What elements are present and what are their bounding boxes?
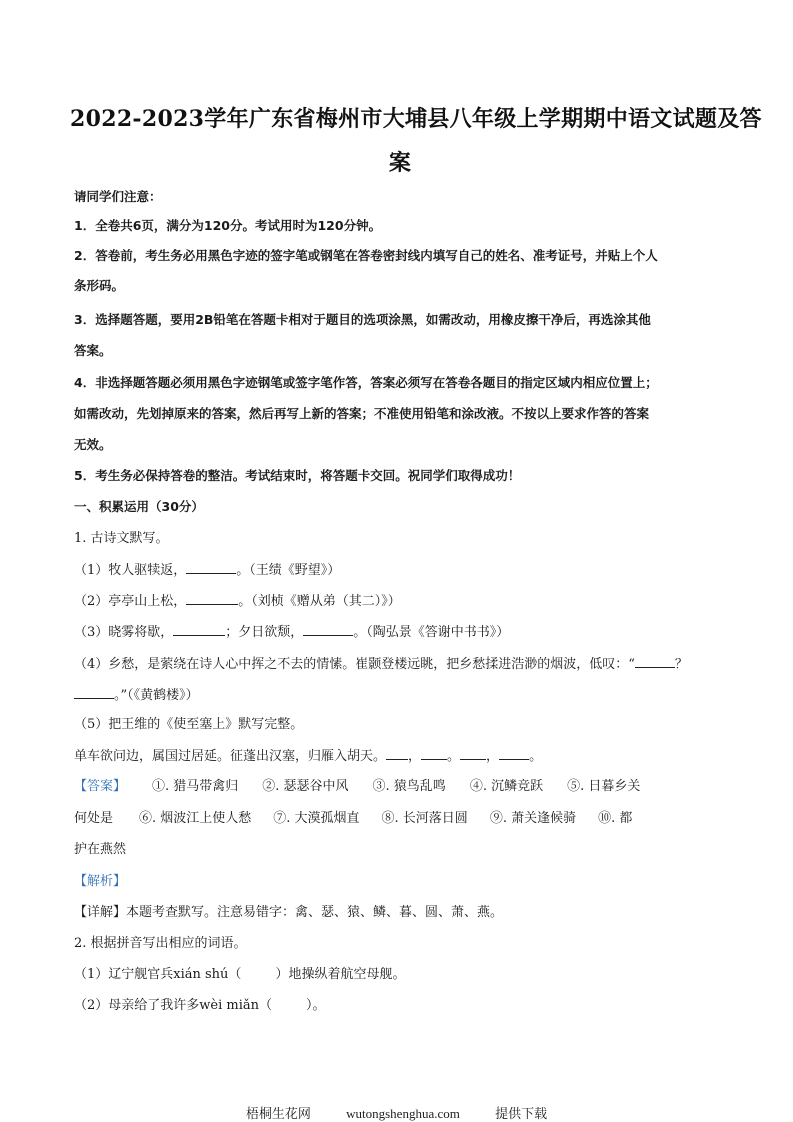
question-1-part-4-cont xyxy=(74,686,734,705)
answer-blank xyxy=(460,747,486,760)
answer-item: ⑥. 烟波江上使人愁 xyxy=(139,811,252,826)
notice-item-5: 5．考生务必保持答卷的整洁。考试结束时，将答题卡交回。祝同学们取得成功！ xyxy=(74,468,521,483)
answer-1-line3: 护在燕然 xyxy=(74,842,127,857)
answer-blank xyxy=(303,623,353,636)
question-1-part-2 xyxy=(74,592,734,611)
poem-text: 单车欲问边，属国过居延。征蓬出汉塞，归雁入胡天。 xyxy=(74,749,387,764)
q1-p1-source: 。（王绩《野望》） xyxy=(236,563,341,578)
q1-p4-text: （4）乡愁，是萦绕在诗人心中挥之不去的情愫。崔颢登楼远眺，把乡愁揉进浩渺的烟波，低叹：“ xyxy=(74,657,635,672)
answer-1-line1 xyxy=(74,778,734,796)
q1-p1-text: （1）牧人驱犊返， xyxy=(74,563,187,578)
q2-p1-text: （1）辽宁舰官兵xián shú（ xyxy=(74,967,242,982)
question-1-part-1 xyxy=(74,561,734,580)
answer-blank xyxy=(386,747,408,760)
question-2-stem: 2. 根据拼音写出相应的词语。 xyxy=(74,936,247,951)
page-title-line2: 案 xyxy=(388,150,412,176)
punct: 。 xyxy=(447,749,461,764)
question-1-part-3 xyxy=(74,623,734,642)
answer-blank xyxy=(186,561,236,574)
question-1-part-5: （5）把王维的《使至塞上》默写完整。 xyxy=(74,717,304,732)
answer-blank xyxy=(499,747,529,760)
answer-blank xyxy=(173,623,225,636)
footer-site-name: 梧桐生花网 xyxy=(245,1106,311,1121)
q1-p2-text: （2）亭亭山上松， xyxy=(74,594,187,609)
answer-item: ③. 猿鸟乱鸣 xyxy=(372,779,446,794)
notice-item-3-cont: 答案。 xyxy=(74,343,112,358)
answer-blank xyxy=(74,686,114,699)
answer-item: 何处是 xyxy=(74,811,114,826)
punct: 。 xyxy=(529,749,543,764)
answer-item: ⑨. 萧关逢候骑 xyxy=(489,811,577,826)
answer-item: ⑤. 日暮乡关 xyxy=(567,779,641,794)
footer-action: 提供下载 xyxy=(495,1106,548,1121)
page-title-line1: 2022-2023学年广东省梅州市大埔县八年级上学期期中语文试题及答 xyxy=(70,106,762,132)
q1-p3-mid: ；夕日欲颓， xyxy=(225,625,304,640)
notice-item-2-cont: 条形码。 xyxy=(74,278,125,293)
q1-p3-text: （3）晓雾将歇， xyxy=(74,625,174,640)
question-1-stem: 1. 古诗文默写。 xyxy=(74,531,169,546)
answer-item: ⑦. 大漠孤烟直 xyxy=(273,811,360,826)
answer-item: ④. 沉鳞竞跃 xyxy=(469,779,544,794)
page-footer xyxy=(0,1103,793,1122)
answer-item: ②. 瑟瑟谷中风 xyxy=(262,779,349,794)
answer-1-line2 xyxy=(74,810,734,828)
answer-blank xyxy=(635,655,675,668)
q1-p2-source: 。（刘桢《赠从弟（其二）》） xyxy=(238,594,401,609)
answer-item: ⑩. 都 xyxy=(598,811,633,826)
notice-heading: 请同学们注意： xyxy=(74,189,162,204)
q1-p4-qmark: ？ xyxy=(674,657,688,672)
q2-p2-post: ）。 xyxy=(306,998,326,1013)
question-1-part-4 xyxy=(74,655,734,674)
punct: ， xyxy=(486,749,500,764)
punct: ， xyxy=(408,749,422,764)
question-1-poem xyxy=(74,747,734,766)
q2-p1-post: ）地操纵着航空母舰。 xyxy=(275,967,406,982)
answer-blank xyxy=(186,592,238,605)
answer-blank xyxy=(421,747,447,760)
analysis-label: 【解析】 xyxy=(74,874,127,889)
notice-item-4-cont: 如需改动，先划掉原来的答案，然后再写上新的答案；不准使用铅笔和涂改液。不按以上要求作答的答案 xyxy=(74,406,650,421)
notice-item-2: 2．答卷前，考生务必用黑色字迹的签字笔或钢笔在答卷密封线内填写自己的姓名、准考证号，并贴上个人 xyxy=(74,248,658,263)
notice-item-3: 3．选择题答题，要用2B铅笔在答题卡相对于题目的选项涂黑，如需改动，用橡皮擦干净后，再选涂其他 xyxy=(74,312,651,327)
answer-label: 【答案】 xyxy=(74,779,127,794)
notice-item-1: 1．全卷共6页，满分为120分。考试用时为120分钟。 xyxy=(74,218,382,233)
question-2-part-1 xyxy=(74,966,734,984)
answer-item: ⑧. 长河落日圆 xyxy=(381,811,468,826)
q1-p4-source: 。”（《黄鹤楼》） xyxy=(114,688,199,703)
q1-p3-source: 。（陶弘景《答谢中书书》） xyxy=(353,625,510,640)
section-heading: 一、积累运用（30分） xyxy=(74,499,204,514)
footer-url[interactable]: wutongshenghua.com xyxy=(346,1106,460,1121)
q2-p2-text: （2）母亲给了我许多wèi miǎn（ xyxy=(74,998,272,1013)
notice-item-4: 4．非选择题答题必须用黑色字迹钢笔或签字笔作答，答案必须写在答卷各题目的指定区域内相应位置上； xyxy=(74,375,658,390)
analysis-detail: 【详解】本题考查默写。注意易错字：禽、瑟、猿、鳞、暮、圆、萧、燕。 xyxy=(74,905,504,920)
question-2-part-2 xyxy=(74,997,734,1015)
answer-item: ①. 猎马带禽归 xyxy=(152,779,239,794)
notice-item-4-cont2: 无效。 xyxy=(74,437,112,452)
